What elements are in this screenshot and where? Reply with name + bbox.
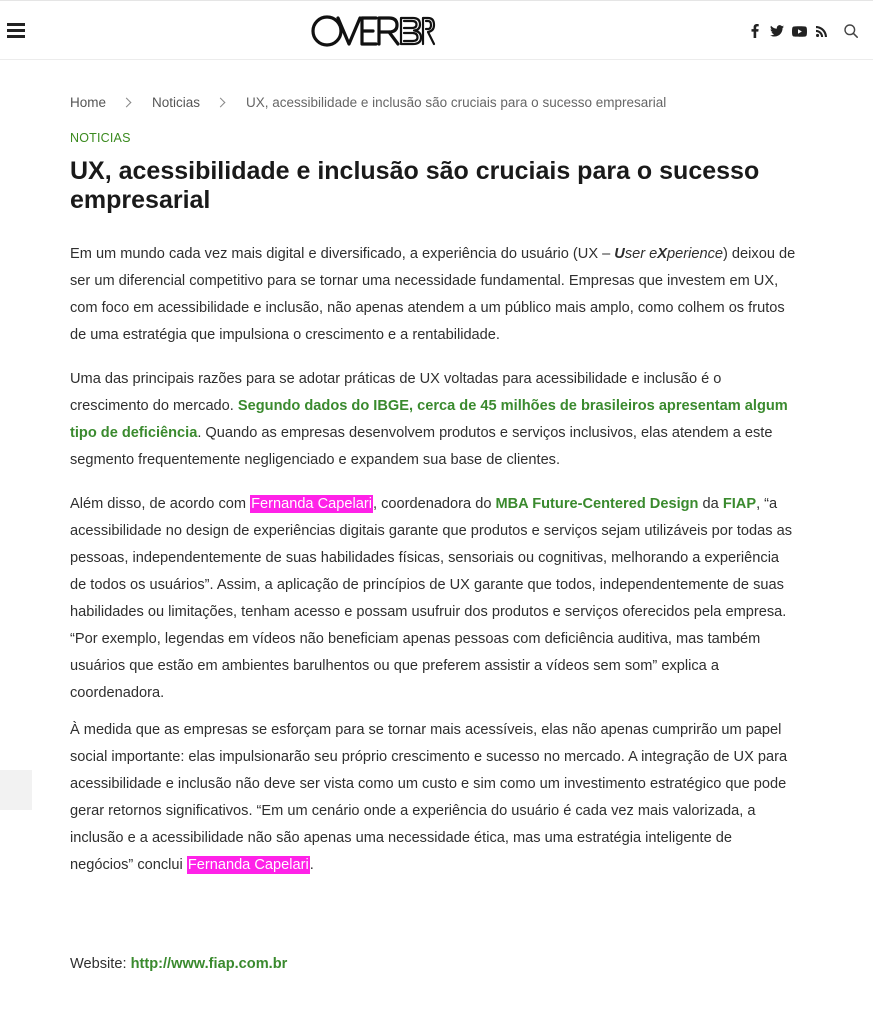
text: ) deixou de ser um diferencial competitivo para se tornar uma necessidade fundamental. Empresas que investem em UX, com foco em acessibilidade e inclusão, não apenas atendem a um público mais amplo, como colhem os frutos de uma estratégia que impulsiona o crescimento e a rentabilidade. [70, 246, 796, 343]
paragraph-2 [70, 366, 798, 474]
social-links [741, 21, 859, 41]
website-line [70, 951, 287, 978]
text: . Quando as empresas desenvolvem produtos e serviços inclusivos, elas atendem a este segmento frequentemente negligenciado e expandem sua base de clientes. [70, 425, 773, 468]
text-emphasis: X [657, 246, 668, 262]
breadcrumb-current: UX, acessibilidade e inclusão são cruciais para o sucesso empresarial [246, 94, 667, 110]
website-label: Website: [70, 956, 131, 972]
ibge-link[interactable]: Segundo dados do IBGE, cerca de 45 milhões de brasileiros apresentam algum tipo de deficiência [70, 398, 788, 441]
highlighted-name: Fernanda Capelari [187, 857, 309, 873]
chevron-right-icon [216, 97, 226, 107]
breadcrumb [70, 93, 666, 111]
side-panel-tab[interactable] [0, 770, 32, 810]
text-emphasis: perience [667, 246, 724, 262]
text: Em um mundo cada vez mais digital e diversificado, a experiência do usuário (UX – [70, 246, 615, 262]
highlighted-name: Fernanda Capelari [251, 496, 372, 512]
text-emphasis: ser e [624, 246, 658, 262]
site-logo[interactable] [310, 11, 436, 51]
search-icon[interactable] [843, 22, 859, 40]
text: , “a acessibilidade no design de experiências digitais garante que produtos e serviços sejam utilizáveis por todas as pessoas, independentemente de suas habilidades físicas, sensoriais ou cognitivas, melhorando a experiência de todos os usuários”. Assim, a aplicação de princípios de UX garante que todos, independentemente de suas habilidades ou limitações, tenham acesso e possam usufruir dos produtos e serviços oferecidos pela empresa. “Por exemplo, legendas em vídeos não beneficiam apenas pessoas com deficiência auditiva, mas também usuários que estão em ambientes barulhentos ou que preferem assistir a vídeos sem som” explica a coordenadora. [70, 496, 792, 701]
breadcrumb-home[interactable]: Home [70, 94, 107, 110]
chevron-right-icon [122, 97, 132, 107]
facebook-icon[interactable] [747, 22, 763, 40]
fiap-link[interactable]: FIAP [722, 496, 757, 512]
twitter-icon[interactable] [769, 22, 785, 40]
article-body [70, 241, 798, 896]
rss-icon[interactable] [813, 22, 829, 40]
text: À medida que as empresas se esforçam para se tornar mais acessíveis, elas não apenas cumprirão um papel social importante: elas impulsionarão seu próprio crescimento e sucesso no mercado. A integração de UX para acessibilidade e inclusão não deve ser vista como um custo e sim como um investimento estratégico que pode gerar retornos significativos. “Em um cenário onde a experiência do usuário é cada vez mais valorizada, a inclusão e a acessibilidade não são apenas uma necessidade ética, mas uma estratégia inteligente de negócios” conclui [70, 722, 788, 873]
category-label[interactable]: NOTICIAS [70, 131, 131, 145]
breadcrumb-section[interactable]: Noticias [152, 94, 201, 110]
hamburger-menu-icon[interactable] [7, 22, 25, 38]
paragraph-1 [70, 241, 798, 349]
youtube-icon[interactable] [791, 22, 807, 40]
text: da [698, 496, 723, 512]
paragraph-4 [70, 717, 798, 879]
text: , coordenadora do [372, 496, 496, 512]
text: Uma das principais razões para se adotar práticas de UX voltadas para acessibilidade e inclusão é o crescimento do mercado. [70, 371, 722, 414]
text-emphasis: U [614, 246, 625, 262]
text: Além disso, de acordo com [70, 496, 251, 512]
paragraph-3 [70, 491, 798, 707]
mba-link[interactable]: MBA Future-Centered Design [495, 496, 699, 512]
article-title: UX, acessibilidade e inclusão são cruciais para o sucesso empresarial [70, 157, 760, 214]
site-header [0, 1, 873, 60]
website-link[interactable]: http://www.fiap.com.br [130, 956, 288, 972]
text: . [309, 857, 314, 873]
